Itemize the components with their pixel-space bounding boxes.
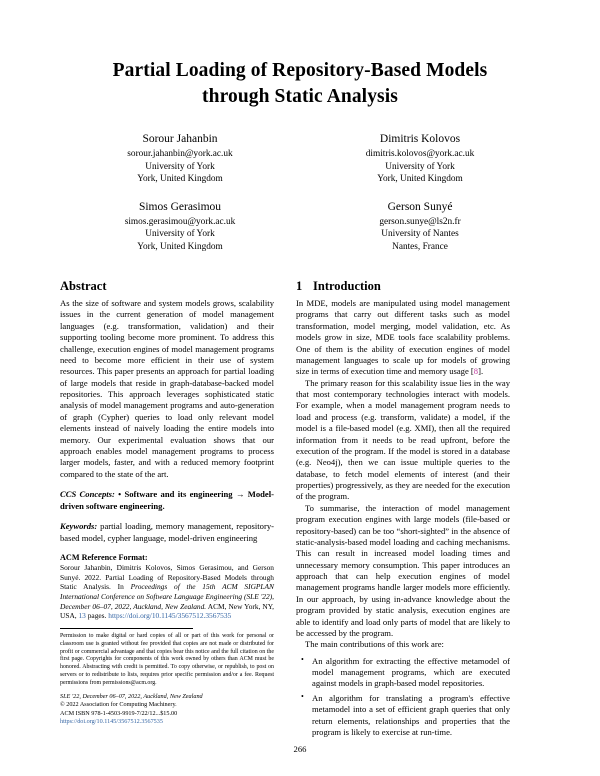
permission-statement: Permission to make digital or hard copies of all or part of this work for personal or classroom use is granted without fee provided that copies are not made or distributed for profit or commercial advantage and that copies bear this notice and the full citation on the first page. Copyrights for components of this work owned by others than ACM must be honored. Abstracting with credit is permitted. To copy otherwise, or republish, to post on servers or to redistribute to lists, requires prior specific permission and/or a fee. Request permissions from permissions@acm.org. bbox=[60, 632, 274, 686]
copyright-line: © 2022 Association for Computing Machinery. bbox=[60, 701, 177, 709]
body-columns bbox=[0, 267, 600, 741]
title-line-2: through Static Analysis bbox=[202, 85, 398, 107]
author-email[interactable]: sorour.jahanbin@york.ac.uk bbox=[127, 148, 233, 159]
abstract-heading: Abstract bbox=[60, 279, 107, 294]
author-affiliation: University of Nantes bbox=[381, 229, 459, 240]
citation-link[interactable]: 8 bbox=[473, 366, 479, 377]
reference-format-heading: ACM Reference Format: bbox=[60, 553, 148, 563]
author-location: York, United Kingdom bbox=[137, 242, 223, 253]
contribution-item: • An algorithm for translating a program's effective metamodel into a set of efficient graph queries that only return elements, relationships and properties that the program is likely to exercise at run-time. bbox=[310, 693, 510, 739]
permission-divider bbox=[60, 628, 193, 629]
left-column bbox=[60, 279, 274, 741]
reference-format-text bbox=[60, 563, 274, 621]
section-number: 1 bbox=[296, 279, 303, 294]
author-list bbox=[0, 109, 600, 267]
page-number: 266 bbox=[293, 744, 307, 754]
page-title bbox=[0, 0, 600, 109]
author-name: Sorour Jahanbin bbox=[142, 133, 218, 146]
reference-doi-link[interactable]: https://doi.org/10.1145/3567512.3567535 bbox=[108, 611, 232, 621]
introduction-heading bbox=[296, 279, 510, 294]
author-column-left bbox=[60, 131, 300, 267]
conference-info bbox=[60, 693, 274, 727]
keywords-block bbox=[60, 521, 274, 544]
conference-name: SLE '22, December 06–07, 2022, Auckland, New Zealand bbox=[60, 692, 203, 700]
reference-tail-1: ACM, New York, NY, USA, bbox=[60, 601, 274, 621]
reference-page-count: 13 bbox=[78, 611, 86, 621]
intro-paragraph-3: To summarise, the interaction of model management program execution engines with large models (file-based or repository-based) can be too “short-sighted” in the absence of static-analysis-based model loading and caching mechanisms. This can result in increased model loading times and unnecessary memory consumption. This paper introduces an approach that can help execution engines of model management programs handle larger models more efficiently. In our approach, by using in-advance knowledge about the program provided by static analysis, execution engines are able to identify and load only parts of model that are likely to be accessed by the program. bbox=[296, 502, 510, 638]
author-name: Gerson Sunyé bbox=[387, 201, 453, 214]
author-name: Dimitris Kolovos bbox=[379, 133, 461, 146]
section-title: Introduction bbox=[313, 279, 381, 294]
ccs-text: • Software and its engineering → Model-driven software engineering. bbox=[60, 489, 274, 511]
author-email[interactable]: simos.gerasimou@york.ac.uk bbox=[124, 216, 236, 227]
author-block bbox=[379, 199, 460, 254]
author-block bbox=[127, 131, 232, 186]
reference-authors: Sorour Jahanbin, Dimitris Kolovos, Simos Gerasimou, and Gerson Sunyé. 2022. Partial Loading of Repository-Based Models through Static Analysis. In bbox=[60, 563, 274, 592]
ccs-paragraph bbox=[60, 489, 274, 512]
author-location: York, United Kingdom bbox=[137, 174, 223, 185]
intro-paragraph-2: The primary reason for this scalability issue lies in the way that most contemporary technologies interact with models. For example, when a model management program needs to load and process (e.g. transform, validate) a model, if the model is a file-based model (e.g. XMI), then all the required information from it needs to be read upfront, before the execution of the program. If the model is stored in a database (e.g. Neo4j), then we can issue multiple queries to the database, to fetch model elements of interest (and their properties) progressively, as they are needed for the execution of the program. bbox=[296, 377, 510, 502]
intro-p1-after-citation: ]. bbox=[478, 366, 484, 377]
intro-paragraph-1 bbox=[296, 298, 510, 378]
footer-doi-link[interactable]: https://doi.org/10.1145/3567512.3567535 bbox=[60, 718, 163, 726]
abstract-text: As the size of software and system models grows, scalability issues in the current generation of model management languages (e.g. transformation, validation) and their supporting tooling become more prominent. To address this challenge, execution engines of model management programs need to become more efficient in their use of system resources. This paper presents an approach for partial loading of large models that reside in graph-database-backed model repositories. This approach leverages sophisticated static analysis of model management programs and auto-generation of graph (Cypher) queries to load only relevant model elements instead of naively loading the entire models into memory. Our experimental evaluation shows that our approach enables model management programs to process larger models, faster, and with a reduced memory footprint compared to the state of the art. bbox=[60, 298, 274, 479]
author-column-right bbox=[300, 131, 540, 267]
acm-reference-format bbox=[60, 553, 274, 621]
keywords-paragraph bbox=[60, 521, 274, 544]
author-block bbox=[125, 199, 236, 254]
title-line-1: Partial Loading of Repository-Based Models bbox=[112, 60, 488, 81]
author-email[interactable]: gerson.sunye@ls2n.fr bbox=[379, 216, 461, 227]
reference-venue: Proceedings of the 15th ACM SIGPLAN International Conference on Software Language Engineering (SLE '22), December 06–07, 2022, Auckland, New Zealand. bbox=[60, 582, 274, 611]
keywords-text: partial loading, memory management, repository-based model, cypher language, model-driven engineering bbox=[60, 521, 274, 543]
ccs-label: CCS Concepts: bbox=[60, 489, 115, 500]
author-location: York, United Kingdom bbox=[377, 174, 463, 185]
right-column bbox=[296, 279, 510, 741]
author-location: Nantes, France bbox=[392, 242, 448, 253]
intro-paragraph-4: The main contributions of this work are: bbox=[305, 639, 444, 650]
author-name: Simos Gerasimou bbox=[138, 201, 222, 214]
isbn-line: ACM ISBN 978-1-4503-9919-7/22/12...$15.00 bbox=[60, 709, 178, 717]
author-affiliation: University of York bbox=[385, 161, 455, 172]
author-affiliation: University of York bbox=[145, 229, 215, 240]
author-email[interactable]: dimitris.kolovos@york.ac.uk bbox=[365, 148, 475, 159]
reference-tail-2: pages. bbox=[85, 611, 109, 621]
contributions-list bbox=[296, 656, 510, 739]
keywords-label: Keywords: bbox=[60, 521, 98, 532]
author-block bbox=[366, 131, 475, 186]
ccs-concepts bbox=[60, 489, 274, 512]
intro-p1-before-citation: In MDE, models are manipulated using model management programs that carry out different tasks such as model transformation, model merging, model validation, etc. As models grow in size, MDE tools face scalability problems. One of them is the ability of execution engines of model management languages to scale up for models of growing size in terms of execution time and memory usage [ bbox=[296, 298, 510, 377]
author-affiliation: University of York bbox=[145, 161, 215, 172]
contribution-item: • An algorithm for extracting the effective metamodel of model management programs, which are executed against models in graph-based model repositories. bbox=[310, 656, 510, 690]
